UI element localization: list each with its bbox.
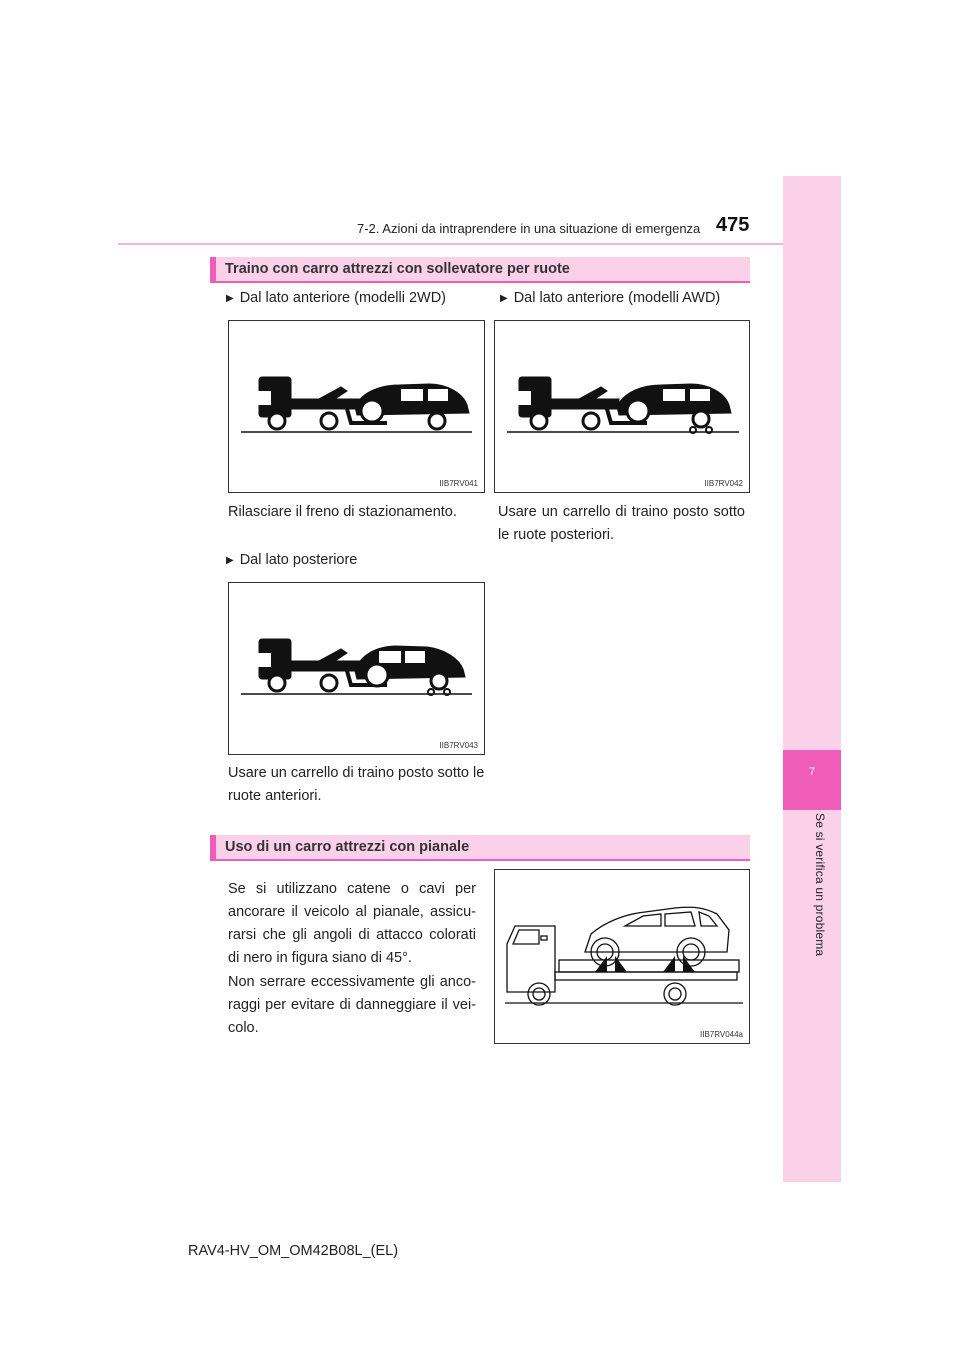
caption-front-awd: Usare un carrello di traino posto sotto le ruote posteriori. bbox=[498, 504, 745, 543]
item-heading-text: Dal lato anteriore (modelli AWD) bbox=[513, 290, 721, 306]
item-heading-text: Dal lato anteriore (modelli 2WD) bbox=[239, 290, 446, 306]
flatbed-paragraph-2: Non serrare eccessivamente gli anco-raggi per evitare di danneggiare il vei-colo. bbox=[228, 974, 476, 1036]
item-heading-text: Dal lato posteriore bbox=[239, 552, 358, 568]
footer-doc-code: RAV4-HV_OM_OM42B08L_(EL) bbox=[188, 1243, 399, 1259]
caption-front-2wd: Rilasciare il freno di stazionamento. bbox=[228, 504, 457, 520]
figure-rear-tow bbox=[228, 582, 485, 755]
figure-front-tow-awd bbox=[494, 320, 750, 493]
tow-truck-awd-illustration bbox=[495, 321, 751, 494]
bullet-triangle-icon: ▶ bbox=[500, 293, 508, 304]
tow-truck-2wd-illustration bbox=[229, 321, 486, 494]
section-heading-flatbed: Uso di un carro attrezzi con pianale bbox=[210, 835, 750, 861]
header-divider bbox=[118, 243, 840, 245]
figure-code: IIB7RV042 bbox=[704, 479, 743, 488]
figure-front-tow-2wd bbox=[228, 320, 485, 493]
header-section-title: 7-2. Azioni da intraprendere in una situazione di emergenza bbox=[357, 221, 701, 236]
chapter-tab-active-marker bbox=[783, 750, 841, 810]
item-heading-rear bbox=[226, 552, 357, 568]
flatbed-truck-illustration bbox=[495, 870, 751, 1045]
figure-code: IIB7RV043 bbox=[439, 741, 478, 750]
tow-truck-rear-illustration bbox=[229, 583, 486, 756]
bullet-triangle-icon: ▶ bbox=[226, 293, 234, 304]
item-heading-front-2wd bbox=[226, 290, 446, 306]
figure-flatbed bbox=[494, 869, 750, 1044]
figure-code: IIB7RV044a bbox=[700, 1030, 743, 1039]
chapter-title: Se si verifica un problema bbox=[813, 813, 827, 957]
item-heading-front-awd bbox=[500, 290, 720, 306]
page-number: 475 bbox=[716, 214, 750, 236]
figure-code: IIB7RV041 bbox=[439, 479, 478, 488]
flatbed-paragraph-1: Se si utilizzano catene o cavi per ancorare il veicolo al pianale, assicu-rarsi che gli angoli di attacco colorati di nero in figura siano di 45°. bbox=[228, 881, 476, 966]
section-heading-wheel-lift: Traino con carro attrezzi con sollevatore per ruote bbox=[210, 257, 750, 283]
caption-rear: Usare un carrello di traino posto sotto le ruote anteriori. bbox=[228, 765, 485, 804]
bullet-triangle-icon: ▶ bbox=[226, 555, 234, 566]
chapter-number: 7 bbox=[808, 766, 816, 778]
